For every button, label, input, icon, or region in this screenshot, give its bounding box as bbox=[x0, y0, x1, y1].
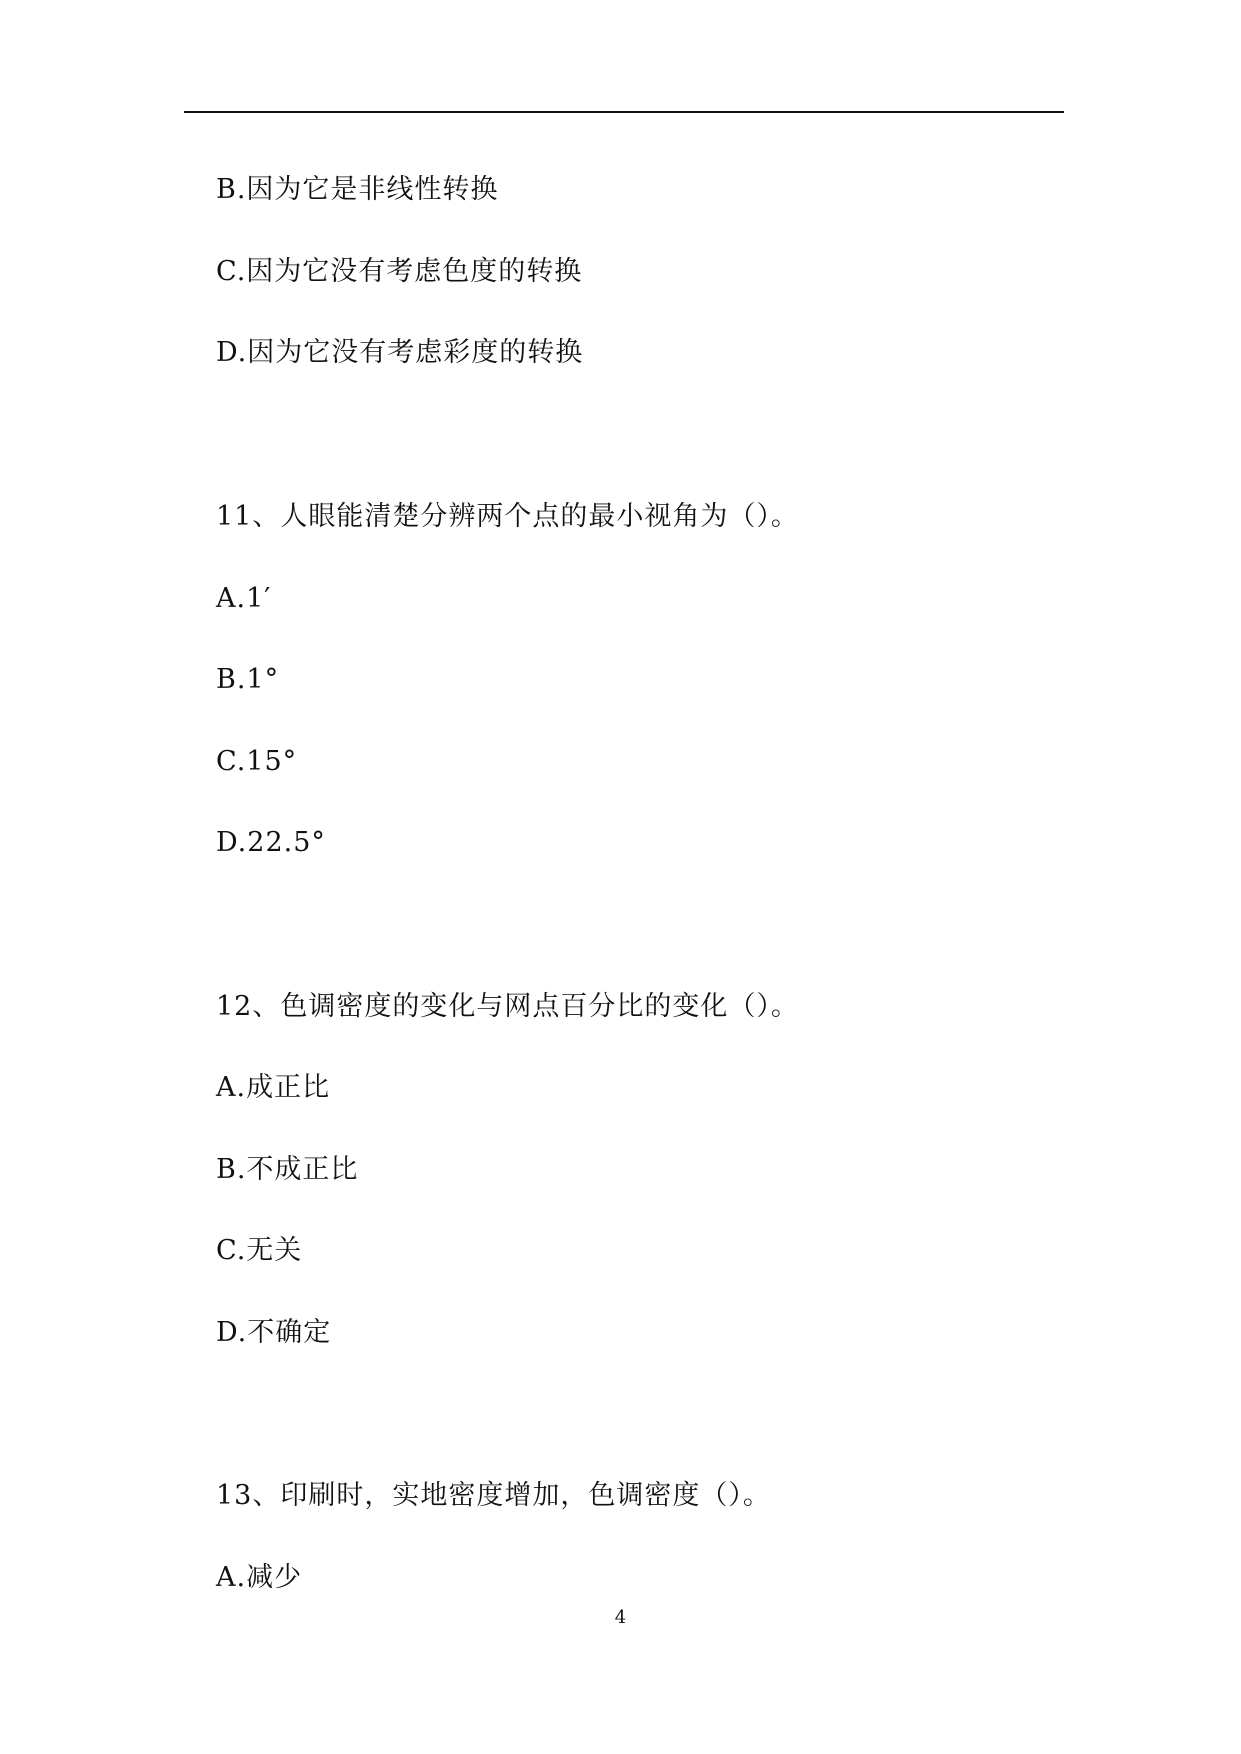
q11-question: 11、人眼能清楚分辨两个点的最小视角为（）。 bbox=[216, 501, 799, 532]
q11-option-d: D.22.5° bbox=[216, 827, 326, 858]
q10-option-b: B.因为它是非线性转换 bbox=[216, 174, 499, 205]
q11-option-b: B.1° bbox=[216, 664, 280, 695]
q12-option-b: B.不成正比 bbox=[216, 1154, 359, 1185]
q11-option-a: A.1′ bbox=[216, 583, 272, 614]
q11-option-c: C.15° bbox=[216, 746, 298, 777]
header-rule bbox=[184, 111, 1064, 113]
q13-option-a: A.减少 bbox=[216, 1562, 303, 1593]
q12-option-d: D.不确定 bbox=[216, 1317, 332, 1348]
q12-option-c: C.无关 bbox=[216, 1235, 303, 1266]
q10-option-d: D.因为它没有考虑彩度的转换 bbox=[216, 337, 584, 368]
q12-question: 12、色调密度的变化与网点百分比的变化（）。 bbox=[216, 991, 799, 1022]
page-number: 4 bbox=[614, 1607, 627, 1628]
q10-option-c: C.因为它没有考虑色度的转换 bbox=[216, 256, 583, 287]
q13-question: 13、印刷时，实地密度增加，色调密度（）。 bbox=[216, 1480, 771, 1511]
q12-option-a: A.成正比 bbox=[216, 1072, 331, 1103]
